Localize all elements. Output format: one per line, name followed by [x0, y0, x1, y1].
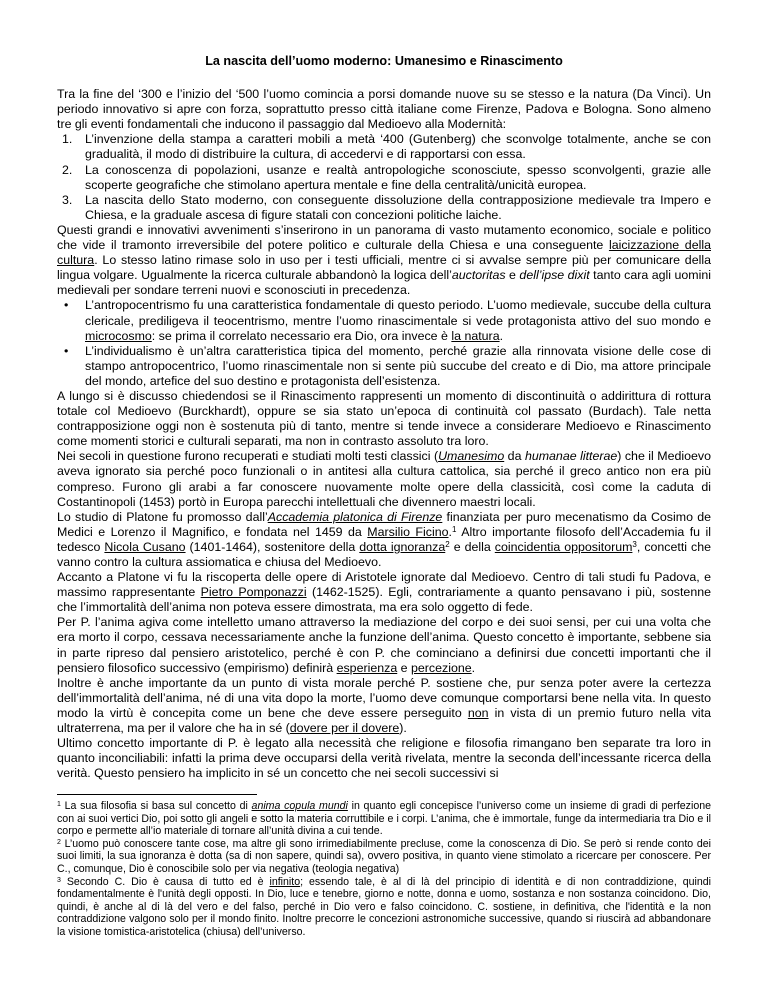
- list-item: [57, 132, 711, 162]
- underlined-term: esperienza: [336, 660, 398, 675]
- italic-term: dell’ipse dixit: [519, 268, 590, 283]
- text-run: .: [499, 328, 504, 343]
- list-item-text: L’individualismo è un’altra caratteristica tipica del momento, perché grazie alla rinnovata visione delle cose di stampo antropocentrico, l’uomo rinascimentale non si sente più succube del creato e di Dio, ma attore principale del mondo, artefice del suo destino e protagonista dell’esistenza.: [85, 343, 711, 388]
- footnotes: [57, 800, 711, 939]
- underlined-term: dotta ignoranza: [359, 539, 446, 554]
- underlined-term: la natura: [451, 328, 500, 343]
- footnote-separator: [57, 794, 257, 795]
- text-run: Per P. l’anima agiva come intelletto umano attraverso la mediazione del corpo e dei suoi sensi, per cui una volta che era morto il corpo, cessava necessariamente anche la funzione dell’anima. Questo concetto è importante, sebbene sia in parte ripreso dal pensiero aristotelico, perché è con P. che cominciano a definirsi due concetti importanti che il pensiero filosofico successivo (empirismo) definirà: [57, 615, 711, 675]
- paragraph-aristotele: [57, 570, 711, 615]
- text-run: da: [504, 449, 525, 464]
- footnote-1: [57, 800, 711, 838]
- list-item: [57, 298, 711, 343]
- italic-term: auctoritas: [451, 268, 506, 283]
- document-body: [57, 54, 711, 781]
- text-run: tanto cara agli uomini medievali per sondare terreni nuovi e sconosciuti in precedenza.: [57, 268, 712, 298]
- list-item: [57, 344, 711, 389]
- underlined-term: laicizzazione della cultura: [57, 238, 711, 268]
- paragraph-religione: Ultimo concetto importante di P. è legato alla necessità che religione e filosofia rimangano ben separate tra loro in quanto inconciliabili: infatti la prima deve occuparsi della verità rivelata, mentre la seconda dell’incessante ricerca della verità. Questo pensiero ha implicito in sé un concetto che nei secoli successivi si: [57, 736, 711, 781]
- underlined-term: Nicola Cusano: [104, 539, 186, 554]
- underlined-term: Marsilio Ficino: [367, 524, 449, 539]
- paragraph-platone: [57, 510, 711, 570]
- italic-term: humanae litterae: [524, 449, 618, 464]
- text-run: .: [448, 524, 452, 539]
- underlined-term: coincidentia oppositorum: [494, 539, 633, 554]
- text-run: e della: [449, 539, 495, 554]
- footnote-ref[interactable]: 1: [451, 524, 457, 534]
- list-item-text: La conoscenza di popolazioni, usanze e realtà antropologiche sconosciute, spesso sconvolgenti, grazie alle scoperte geografiche che stimolano apertura mentale e fine della centralità/unicità europea.: [85, 162, 711, 192]
- text-run: ).: [399, 721, 407, 736]
- text-run: in vista di un premio futuro nella vita ultraterrena, ma per il valore che ha in sé (: [57, 705, 711, 736]
- text-run: e: [505, 268, 520, 283]
- text-run: Nei secoli in questione furono recuperati e studiati molti testi classici (: [57, 449, 439, 464]
- paragraph-laicizzazione: [57, 223, 711, 298]
- paragraph-morale: [57, 676, 711, 736]
- list-item-text: La nascita dello Stato moderno, con conseguente dissoluzione della contrapposizione medievale tra Impero e Chiesa, e la graduale ascesa di figure statali con concezioni politiche laiche.: [85, 192, 711, 222]
- events-list: [57, 132, 711, 223]
- text-run: L’antropocentrismo fu una caratteristica fondamentale di questo periodo. L’uomo medievale, succube della cultura clericale, prediligeva il teocentrismo, mentre l’uomo rinascimentale si vede protagonista attivo del suo mondo e: [85, 298, 711, 328]
- underlined-term: Pietro Pomponazzi: [200, 585, 307, 600]
- bullet-icon: •: [64, 343, 69, 358]
- list-item: [57, 163, 711, 193]
- text-run: : se prima il correlato necessario era Dio, ora invece è: [151, 328, 452, 343]
- list-item-text: L’invenzione della stampa a caratteri mobili a metà ‘400 (Gutenberg) che sconvolge totalmente, anche se con gradualità, il modo di distribuire la cultura, di accedervi e di rapportarsi con essa.: [85, 132, 711, 162]
- list-item: [57, 193, 711, 223]
- text-run: Lo studio di Platone fu promosso dall’: [57, 509, 268, 524]
- italic-term: anima copula mundi: [251, 800, 348, 812]
- text-run: . Lo stesso latino rimase solo in uso per i testi ufficiali, mentre ci si avvalse sempre più per comunicare della lingua volgare. Ugualmente la ricerca culturale abbandonò la logica dell’: [57, 253, 711, 283]
- italic-term: Umanesimo: [438, 449, 505, 464]
- footnote-2: [57, 838, 711, 876]
- text-run: , concetti che vanno contro la cultura assiomatica e chiusa del Medioevo.: [57, 539, 711, 569]
- bullet-list: [57, 298, 711, 389]
- text-run: La sua filosofia si basa sul concetto di: [60, 800, 252, 812]
- footnote-number: 3: [57, 876, 61, 884]
- underlined-term: infinito: [269, 875, 301, 888]
- footnote-ref[interactable]: 3: [632, 539, 637, 549]
- document-title: La nascita dell’uomo moderno: Umanesimo e Rinascimento: [205, 54, 563, 68]
- intro-paragraph: Tra la fine del ‘300 e l’inizio del ‘500 l’uomo comincia a porsi domande nuove su se stesso e la natura (Da Vinci). Un periodo innovativo si apre con forza, soprattutto presso città italiane come Firenze, Padova e Bologna. Sono almeno tre gli eventi fondamentali che inducono il passaggio dal Medioevo alla Modernità:: [57, 87, 711, 132]
- text-run: Questi grandi e innovativi avvenimenti s’inserirono in un panorama di vasto mutamento economico, sociale e politico che vide il tramonto irreversibile del potere politico e culturale della Chiesa e una conseguente: [57, 222, 711, 253]
- underlined-term: Accademia platonica di Firenze: [267, 509, 443, 524]
- text-run: Secondo C. Dio è causa di tutto ed è: [60, 875, 270, 888]
- text-run: Accanto a Platone vi fu la riscoperta delle opere di Aristotele ignorate dal Medioevo. Centro di tali studi fu Padova, e massimo rappresentante: [57, 570, 711, 600]
- underlined-term: dovere per il dovere: [289, 721, 400, 736]
- text-run: L’uomo può conoscere tante cose, ma altre gli sono irrimediabilmente precluse, come la conoscenza di Dio. Se però si rende conto dei suoi limiti, la sua ignoranza è dotta (sa di non sapere, quindi sa), ovvero positiva, in quanto viene stimolato a ricercare per conoscere. Per C., comunque, Dio è conoscibile solo per via negativa (teologia negativa): [57, 837, 711, 875]
- paragraph-continuity: A lungo si è discusso chiedendosi se il Rinascimento rappresenti un momento di discontinuità o addirittura di rottura totale col Medioevo (Burckhardt), oppure se sia stato un’epoca di continuità col passato (Burdach). Tale netta contrapposizione oggi non è sostenuta più di tanto, mentre si tende invece a considerare Medioevo e Rinascimento come momenti storici e culturali separati, ma non in contrasto assoluto tra loro.: [57, 388, 711, 449]
- bullet-icon: •: [64, 298, 69, 313]
- footnote-3: [57, 876, 711, 939]
- underlined-term: non: [467, 705, 489, 720]
- paragraph-classics: [57, 449, 711, 509]
- text-run: ; essendo tale, è al di là del principio di identità e di non contraddizione, quindi fondamentalmente è l'unità degli opposti. In Dio, luce e tenebre, giorno e notte, donna e uomo, sostanza e non sostanza coincidono. Dio, quindi, è anche al di là del vero e del falso, perché in Dio vero e falso coincidono. C. sostiene, in definitiva, che l'identità e la non contraddizione valgono solo per il mondo finito. Inoltre precorre le concezioni astronomiche successive, quando si riuscirà ad abbandonare la visione tomistica-aristotelica (chiusa) dell’universo.: [57, 875, 711, 938]
- text-run: Altro importante filosofo dell’Accademia fu il tedesco: [57, 524, 711, 554]
- footnote-ref[interactable]: 2: [445, 539, 450, 549]
- text-run: (1462-1525). Egli, contrariamente a quanto pensavano i più, sostenne che l’immortalità dell’anima non poteva essere dimostrata, ma era solo oggetto di fede.: [57, 585, 711, 615]
- footnote-number: 2: [57, 838, 61, 846]
- paragraph-anima: [57, 615, 711, 675]
- underlined-term: microcosmo: [85, 328, 152, 343]
- text-run: finanziata per puro mecenatismo da Cosimo de Medici e Lorenzo il Magnifico, e fondata nel 1459 da: [57, 509, 711, 539]
- text-run: (1401-1464), sostenitore della: [185, 539, 360, 554]
- text-run: in quanto egli concepisce l’universo come un insieme di gradi di perfezione con ai suoi vertici Dio, poi sotto gli angeli e sotto la materia corruttibile e i corpi. L’anima, che è immortale, funge da intermediaria tra Dio e il corpo e permette all’io materiale di tornare all’unità divina a cui tende.: [57, 800, 712, 838]
- list-number: 3.: [62, 192, 73, 207]
- footnote-number: 1: [57, 801, 61, 808]
- list-number: 2.: [62, 162, 73, 177]
- text-run: e: [397, 660, 411, 675]
- underlined-term: percezione: [411, 660, 472, 675]
- list-number: 1.: [62, 132, 73, 147]
- text-run: Inoltre è anche importante da un punto di vista morale perché P. sostiene che, pur senza poter avere la certezza dell’immortalità dell’anima, né di una vita dopo la morte, l’uomo deve comunque comportarsi bene nella vita. In questo modo la virtù è concepita come un bene che deve essere perseguito: [57, 675, 711, 720]
- text-run: .: [471, 660, 476, 675]
- text-run: ) che il Medioevo aveva ignorato sia perché poco funzionali o in antitesi alla cultura cattolica, sia perché il greco antico non era più compreso. Furono gli arabi a far conoscere nuovamente molte opere della classicità, così come la caduta di Costantinopoli (1453) portò in Europa parecchi intellettuali che divennero maestri locali.: [57, 449, 711, 509]
